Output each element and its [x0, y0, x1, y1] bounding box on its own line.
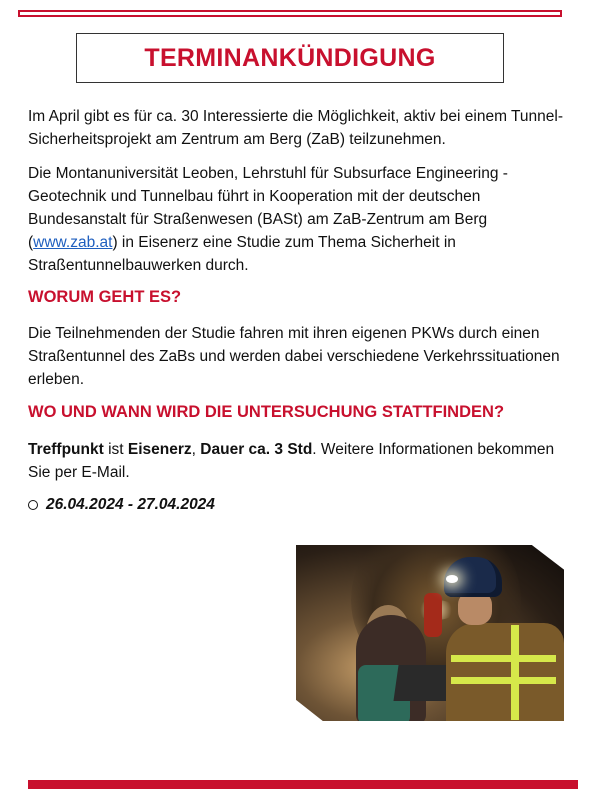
section-body-where-when	[28, 438, 568, 484]
section-heading-where-when: WO UND WANN WIRD DIE UNTERSUCHUNG STATTFINDEN?	[28, 403, 505, 421]
date-item	[28, 496, 215, 514]
meeting-label: Treffpunkt	[28, 441, 104, 458]
intro-paragraph: Im April gibt es für ca. 30 Interessierte die Möglichkeit, aktiv bei einem Tunnel-Sicherheitsprojekt am Zentrum am Berg (ZaB) teilzunehmen.	[28, 108, 563, 148]
tunnel-safety-photo	[296, 545, 564, 721]
meeting-mid: ist	[103, 441, 128, 458]
title-box	[76, 33, 504, 83]
circle-bullet-icon	[28, 500, 38, 510]
section-body-what: Die Teilnehmenden der Studie fahren mit ihren eigenen PKWs durch einen Straßentunnel des ZaBs und werden dabei verschiedene Verkehrssituationen erleben.	[28, 325, 560, 388]
bottom-decorative-bar	[28, 780, 578, 789]
section-heading-what: WORUM GEHT ES?	[28, 288, 182, 306]
description-paragraph	[28, 162, 568, 277]
info-text: . Weitere Informationen bekommen Sie per E-Mail.	[28, 441, 555, 481]
meeting-place: Eisenerz	[127, 441, 192, 458]
description-text-start: Die Montanuniversität Leoben, Lehrstuhl für Subsurface Engineering - Geotechnik und Tunnelbau führt in Kooperation mit der deutschen Bundesanstalt für Straßenwesen (BASt) am ZaB-Zentrum am Berg (	[28, 165, 508, 251]
description-text-end: ) in Eisenerz eine Studie zum Thema Sicherheit in Straßentunnelbauwerken durch.	[28, 234, 456, 274]
page-title: TERMINANKÜNDIGUNG	[144, 43, 436, 72]
meeting-sep: ,	[191, 441, 201, 458]
top-decorative-bar	[18, 10, 562, 17]
event-date: 26.04.2024 - 27.04.2024	[46, 496, 215, 513]
zab-website-link[interactable]: www.zab.at	[33, 234, 113, 251]
duration: Dauer ca. 3 Std	[200, 441, 313, 458]
